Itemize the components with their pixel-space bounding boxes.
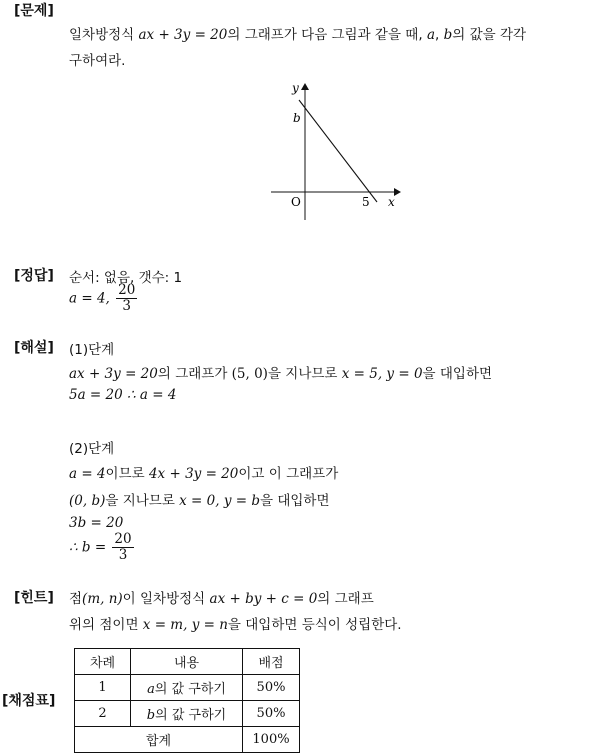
equation: a = 4 bbox=[69, 466, 106, 482]
step-2-line-3: 3b = 20 bbox=[69, 515, 124, 531]
content-text: 의 값 구하기 bbox=[155, 708, 227, 723]
var-b: b bbox=[146, 708, 156, 723]
problem-text: 의 그래프가 다음 그림과 같을 때, bbox=[227, 27, 427, 43]
result-fraction bbox=[112, 532, 133, 563]
text: 위의 점이면 bbox=[69, 617, 143, 633]
fraction-numerator: 20 bbox=[118, 282, 136, 298]
step-2-line-2 bbox=[69, 489, 330, 509]
answer-line-1: 순서: 없음, 갯수: 1 bbox=[69, 270, 183, 286]
step-1-line-2: 5a = 20 ∴ a = 4 bbox=[69, 387, 177, 403]
substitution: x = m, y = n bbox=[142, 617, 228, 633]
problem-text: 의 값을 각각 bbox=[452, 27, 527, 43]
text: 을 대입하면 bbox=[422, 366, 493, 382]
table-row bbox=[75, 701, 300, 727]
text: 의 그래프 bbox=[317, 591, 374, 607]
comma: , bbox=[435, 27, 444, 43]
step-1-heading: (1)단계 bbox=[69, 342, 115, 358]
y-axis-label: y bbox=[292, 81, 299, 95]
point: (m, n) bbox=[82, 591, 123, 607]
text: 을 대입하면 bbox=[260, 493, 330, 509]
answer-line-2 bbox=[69, 283, 139, 314]
solution-tag: [해설] bbox=[14, 340, 54, 356]
text: 의 그래프가 bbox=[157, 366, 232, 382]
substitution: x = 0, y = b bbox=[179, 493, 260, 509]
header-points: 배점 bbox=[243, 649, 300, 675]
answer-tag: [정답] bbox=[14, 268, 54, 284]
total-points: 100% bbox=[243, 727, 300, 753]
text: 점 bbox=[69, 591, 83, 607]
hint-tag: [힌트] bbox=[14, 590, 54, 606]
problem-line-1 bbox=[69, 23, 526, 43]
table-total-row bbox=[75, 727, 300, 753]
step-2-heading: (2)단계 bbox=[69, 441, 115, 457]
y-intercept-label: b bbox=[293, 111, 301, 125]
cell-points: 50% bbox=[243, 675, 300, 701]
fraction-denominator: 3 bbox=[122, 298, 132, 314]
cell-order: 2 bbox=[75, 701, 131, 727]
total-label: 합계 bbox=[75, 727, 243, 753]
equation: ax + 3y = 20 bbox=[69, 366, 158, 382]
hint-line-1 bbox=[69, 587, 374, 607]
result-prefix: ∴ b = bbox=[69, 539, 111, 556]
text: 이므로 bbox=[105, 466, 149, 482]
graph-line bbox=[299, 100, 377, 202]
fraction-numerator: 20 bbox=[114, 531, 132, 547]
point: (5, 0) bbox=[231, 366, 268, 382]
cell-content bbox=[131, 675, 243, 701]
point: (0, b) bbox=[69, 493, 106, 509]
problem-line-2: 구하여라. bbox=[69, 53, 126, 69]
scoring-tag: [채점표] bbox=[2, 693, 56, 709]
x-axis-label: x bbox=[388, 195, 395, 209]
text: 이 일차방정식 bbox=[122, 591, 210, 607]
line-graph bbox=[265, 78, 410, 226]
step-2-line-4 bbox=[69, 532, 136, 563]
text: 을 지나므로 bbox=[105, 493, 180, 509]
text: 을 대입하면 등식이 성립한다. bbox=[227, 617, 402, 633]
answer-value: a = 4, bbox=[69, 290, 115, 307]
problem-tag: [문제] bbox=[14, 3, 54, 19]
var-a: a bbox=[147, 682, 155, 697]
text: 이고 이 그래프가 bbox=[238, 466, 339, 482]
step-1-line-1 bbox=[69, 362, 492, 382]
x-intercept-label: 5 bbox=[362, 195, 370, 209]
content-text: 의 값 구하기 bbox=[154, 682, 226, 697]
table-header-row bbox=[75, 649, 300, 675]
cell-order: 1 bbox=[75, 675, 131, 701]
step-2-line-1 bbox=[69, 462, 338, 482]
hint-line-2 bbox=[69, 613, 402, 633]
var-b: b bbox=[443, 27, 453, 43]
problem-text: 일차방정식 bbox=[69, 27, 139, 43]
fraction-denominator: 3 bbox=[118, 547, 128, 563]
substitution: x = 5, y = 0 bbox=[341, 366, 423, 382]
problem-equation: ax + 3y = 20 bbox=[138, 27, 228, 43]
table-row bbox=[75, 675, 300, 701]
answer-fraction bbox=[116, 283, 137, 314]
equation: 4x + 3y = 20 bbox=[148, 466, 239, 482]
origin-label: O bbox=[291, 195, 301, 209]
header-content: 내용 bbox=[131, 649, 243, 675]
text: 을 지나므로 bbox=[267, 366, 342, 382]
header-order: 차례 bbox=[75, 649, 131, 675]
cell-points: 50% bbox=[243, 701, 300, 727]
equation: ax + by + c = 0 bbox=[209, 591, 318, 607]
cell-content bbox=[131, 701, 243, 727]
var-a: a bbox=[426, 27, 435, 43]
scoring-table bbox=[74, 648, 300, 753]
